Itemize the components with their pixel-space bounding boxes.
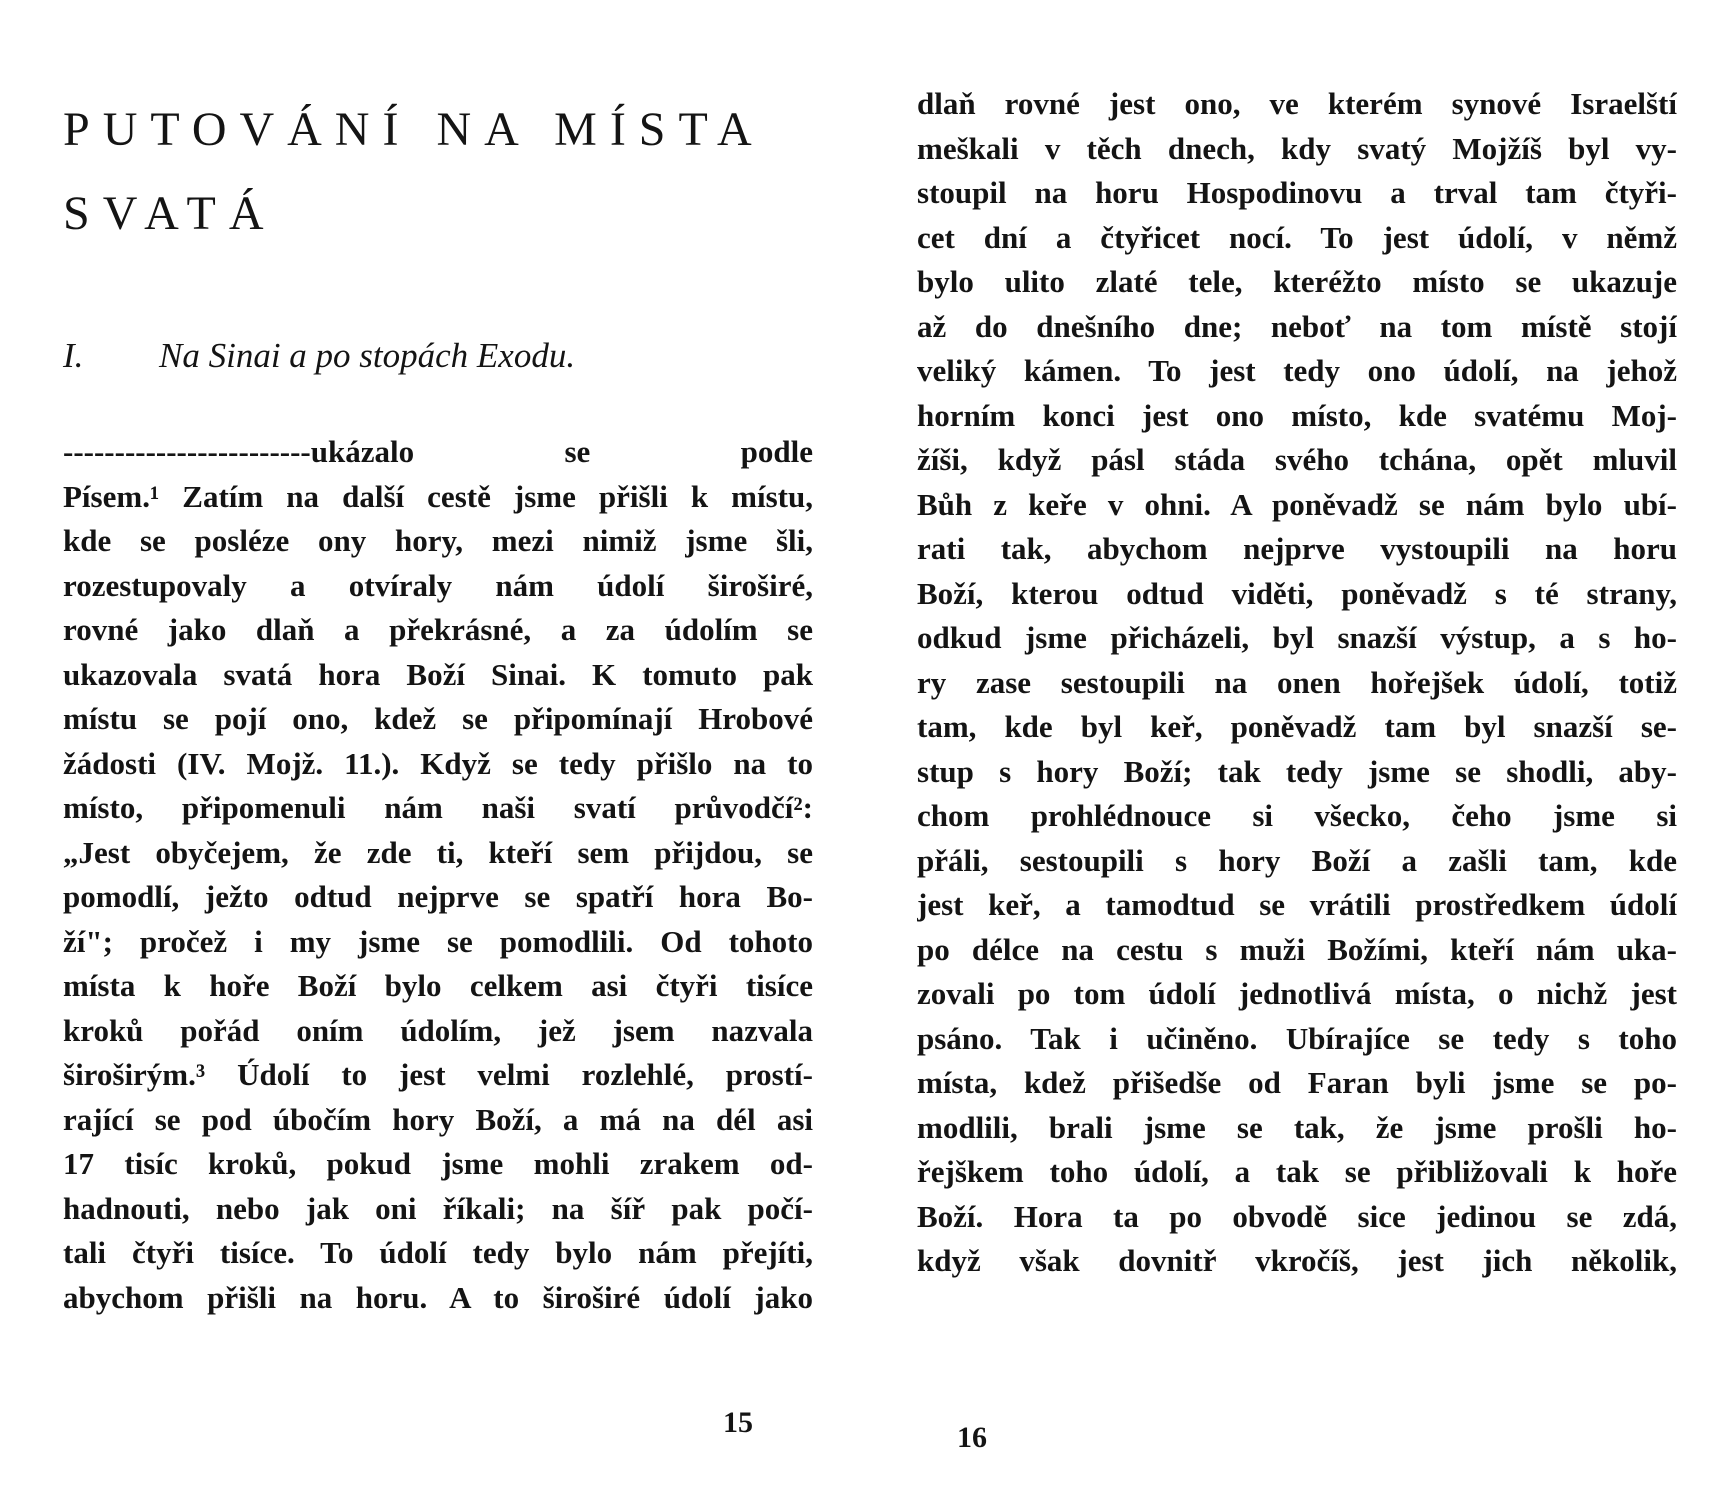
right-page	[917, 0, 1677, 1500]
text-line: 17 tisíc kroků, pokud jsme mohli zrakem od-	[63, 1146, 813, 1181]
text-line: stup s hory Boží; tak tedy jsme se shodli, aby-	[917, 753, 1677, 789]
text-line: místu se pojí ono, kdež se připomínají Hrobové	[63, 701, 813, 736]
text-line: pomodlí, ježto odtud nejprve se spatří hora Bo-	[63, 879, 813, 914]
text-line: Písem.¹ Zatím na další cestě jsme přišli k místu,	[63, 478, 813, 514]
text-line: kde se posléze ony hory, mezi nimiž jsme šli,	[63, 523, 813, 558]
text-line: místa, kdež přišedše od Faran byli jsme se po-	[917, 1065, 1677, 1100]
chapter-title: Na Sinai a po stopách Exodu.	[159, 336, 576, 375]
text-line: „Jest obyčejem, že zde ti, kteří sem přijdou, se	[63, 834, 813, 870]
text-line: místo, připomenuli nám naši svatí průvodčí²:	[63, 790, 813, 825]
text-line: bylo ulito zlaté tele, kteréžto místo se ukazuje	[917, 264, 1677, 299]
text-line: Boží, kterou odtud viděti, poněvadž s té strany,	[917, 575, 1677, 611]
page-title	[63, 88, 765, 256]
text-line: ukazovala svatá hora Boží Sinai. K tomuto pak	[63, 656, 813, 692]
text-line: žíši, když pásl stáda svého tchána, opět mluvil	[917, 442, 1677, 477]
title-line: PUTOVÁNÍ NA MÍSTA	[63, 103, 765, 156]
text-line: široširým.³ Údolí to jest velmi rozlehlé, prostí-	[63, 1057, 813, 1092]
text-line: až do dnešního dne; neboť na tom místě stojí	[917, 308, 1677, 344]
text-line: Boží. Hora ta po obvodě sice jedinou se zdá,	[917, 1198, 1677, 1234]
text-line: dlaň rovné jest ono, ve kterém synové Israelští	[917, 86, 1677, 121]
text-line: jest keř, a tamodtud se vrátili prostředkem údolí	[917, 887, 1677, 922]
text-line: žádosti (IV. Mojž. 11.). Když se tedy přišlo na to	[63, 745, 813, 781]
title-line: SVATÁ	[63, 187, 277, 240]
text-line: ry zase sestoupili na onen hořejšek údolí, totiž	[917, 664, 1677, 700]
text-line: tali čtyři tisíce. To údolí tedy bylo nám přejíti,	[63, 1235, 813, 1270]
page-number: 16	[957, 1421, 987, 1454]
text-line: abychom přišli na horu. A to široširé údolí jako	[63, 1279, 813, 1315]
text-line: veliký kámen. To jest tedy ono údolí, na jehož	[917, 353, 1677, 388]
text-line: když však dovnitř vkročíš, jest jich několik,	[917, 1243, 1677, 1278]
text-line: modlili, brali jsme se tak, že jsme prošli ho-	[917, 1109, 1677, 1145]
text-line: rovné jako dlaň a překrásné, a za údolím se	[63, 612, 813, 647]
body-text	[917, 82, 1677, 1284]
text-line: ží"; pročež i my jsme se pomodlili. Od tohoto	[63, 923, 813, 959]
text-line: ------------------------ukázalo se podle	[63, 434, 813, 469]
chapter-heading	[63, 334, 575, 378]
text-line: po délce na cestu s muži Božími, kteří nám uka-	[917, 931, 1677, 967]
text-line: stoupil na horu Hospodinovu a trval tam čtyři-	[917, 175, 1677, 210]
text-line: chom prohlédnouce si všecko, čeho jsme si	[917, 798, 1677, 833]
text-line: zovali po tom údolí jednotlivá místa, o nichž jest	[917, 976, 1677, 1011]
text-line: místa k hoře Boží bylo celkem asi čtyři tisíce	[63, 968, 813, 1003]
text-line: přáli, sestoupili s hory Boží a zašli tam, kde	[917, 842, 1677, 878]
text-line: psáno. Tak i učiněno. Ubírajíce se tedy s toho	[917, 1020, 1677, 1056]
text-line: cet dní a čtyřicet nocí. To jest údolí, v němž	[917, 219, 1677, 255]
text-line: hadnouti, nebo jak oni říkali; na šíř pak počí-	[63, 1190, 813, 1226]
page-number: 15	[723, 1406, 753, 1439]
chapter-number: I.	[63, 336, 84, 375]
text-line: tam, kde byl keř, poněvadž tam byl snazší se-	[917, 709, 1677, 744]
text-line: horním konci jest ono místo, kde svatému Moj-	[917, 397, 1677, 433]
text-line: rozestupovaly a otvíraly nám údolí široširé,	[63, 567, 813, 603]
text-line: rati tak, abychom nejprve vystoupili na horu	[917, 531, 1677, 566]
text-line: odkud jsme přicházeli, byl snazší výstup, a s ho-	[917, 620, 1677, 655]
text-line: kroků pořád oním údolím, jež jsem nazvala	[63, 1012, 813, 1048]
text-line: meškali v těch dnech, kdy svatý Mojžíš byl vy-	[917, 130, 1677, 166]
text-line: řejškem toho údolí, a tak se přibližovali k hoře	[917, 1154, 1677, 1189]
left-page	[63, 0, 813, 1500]
text-line: Bůh z keře v ohni. A poněvadž se nám bylo ubí-	[917, 486, 1677, 522]
body-text	[63, 430, 813, 1320]
text-line: rající se pod úbočím hory Boží, a má na dél asi	[63, 1101, 813, 1137]
